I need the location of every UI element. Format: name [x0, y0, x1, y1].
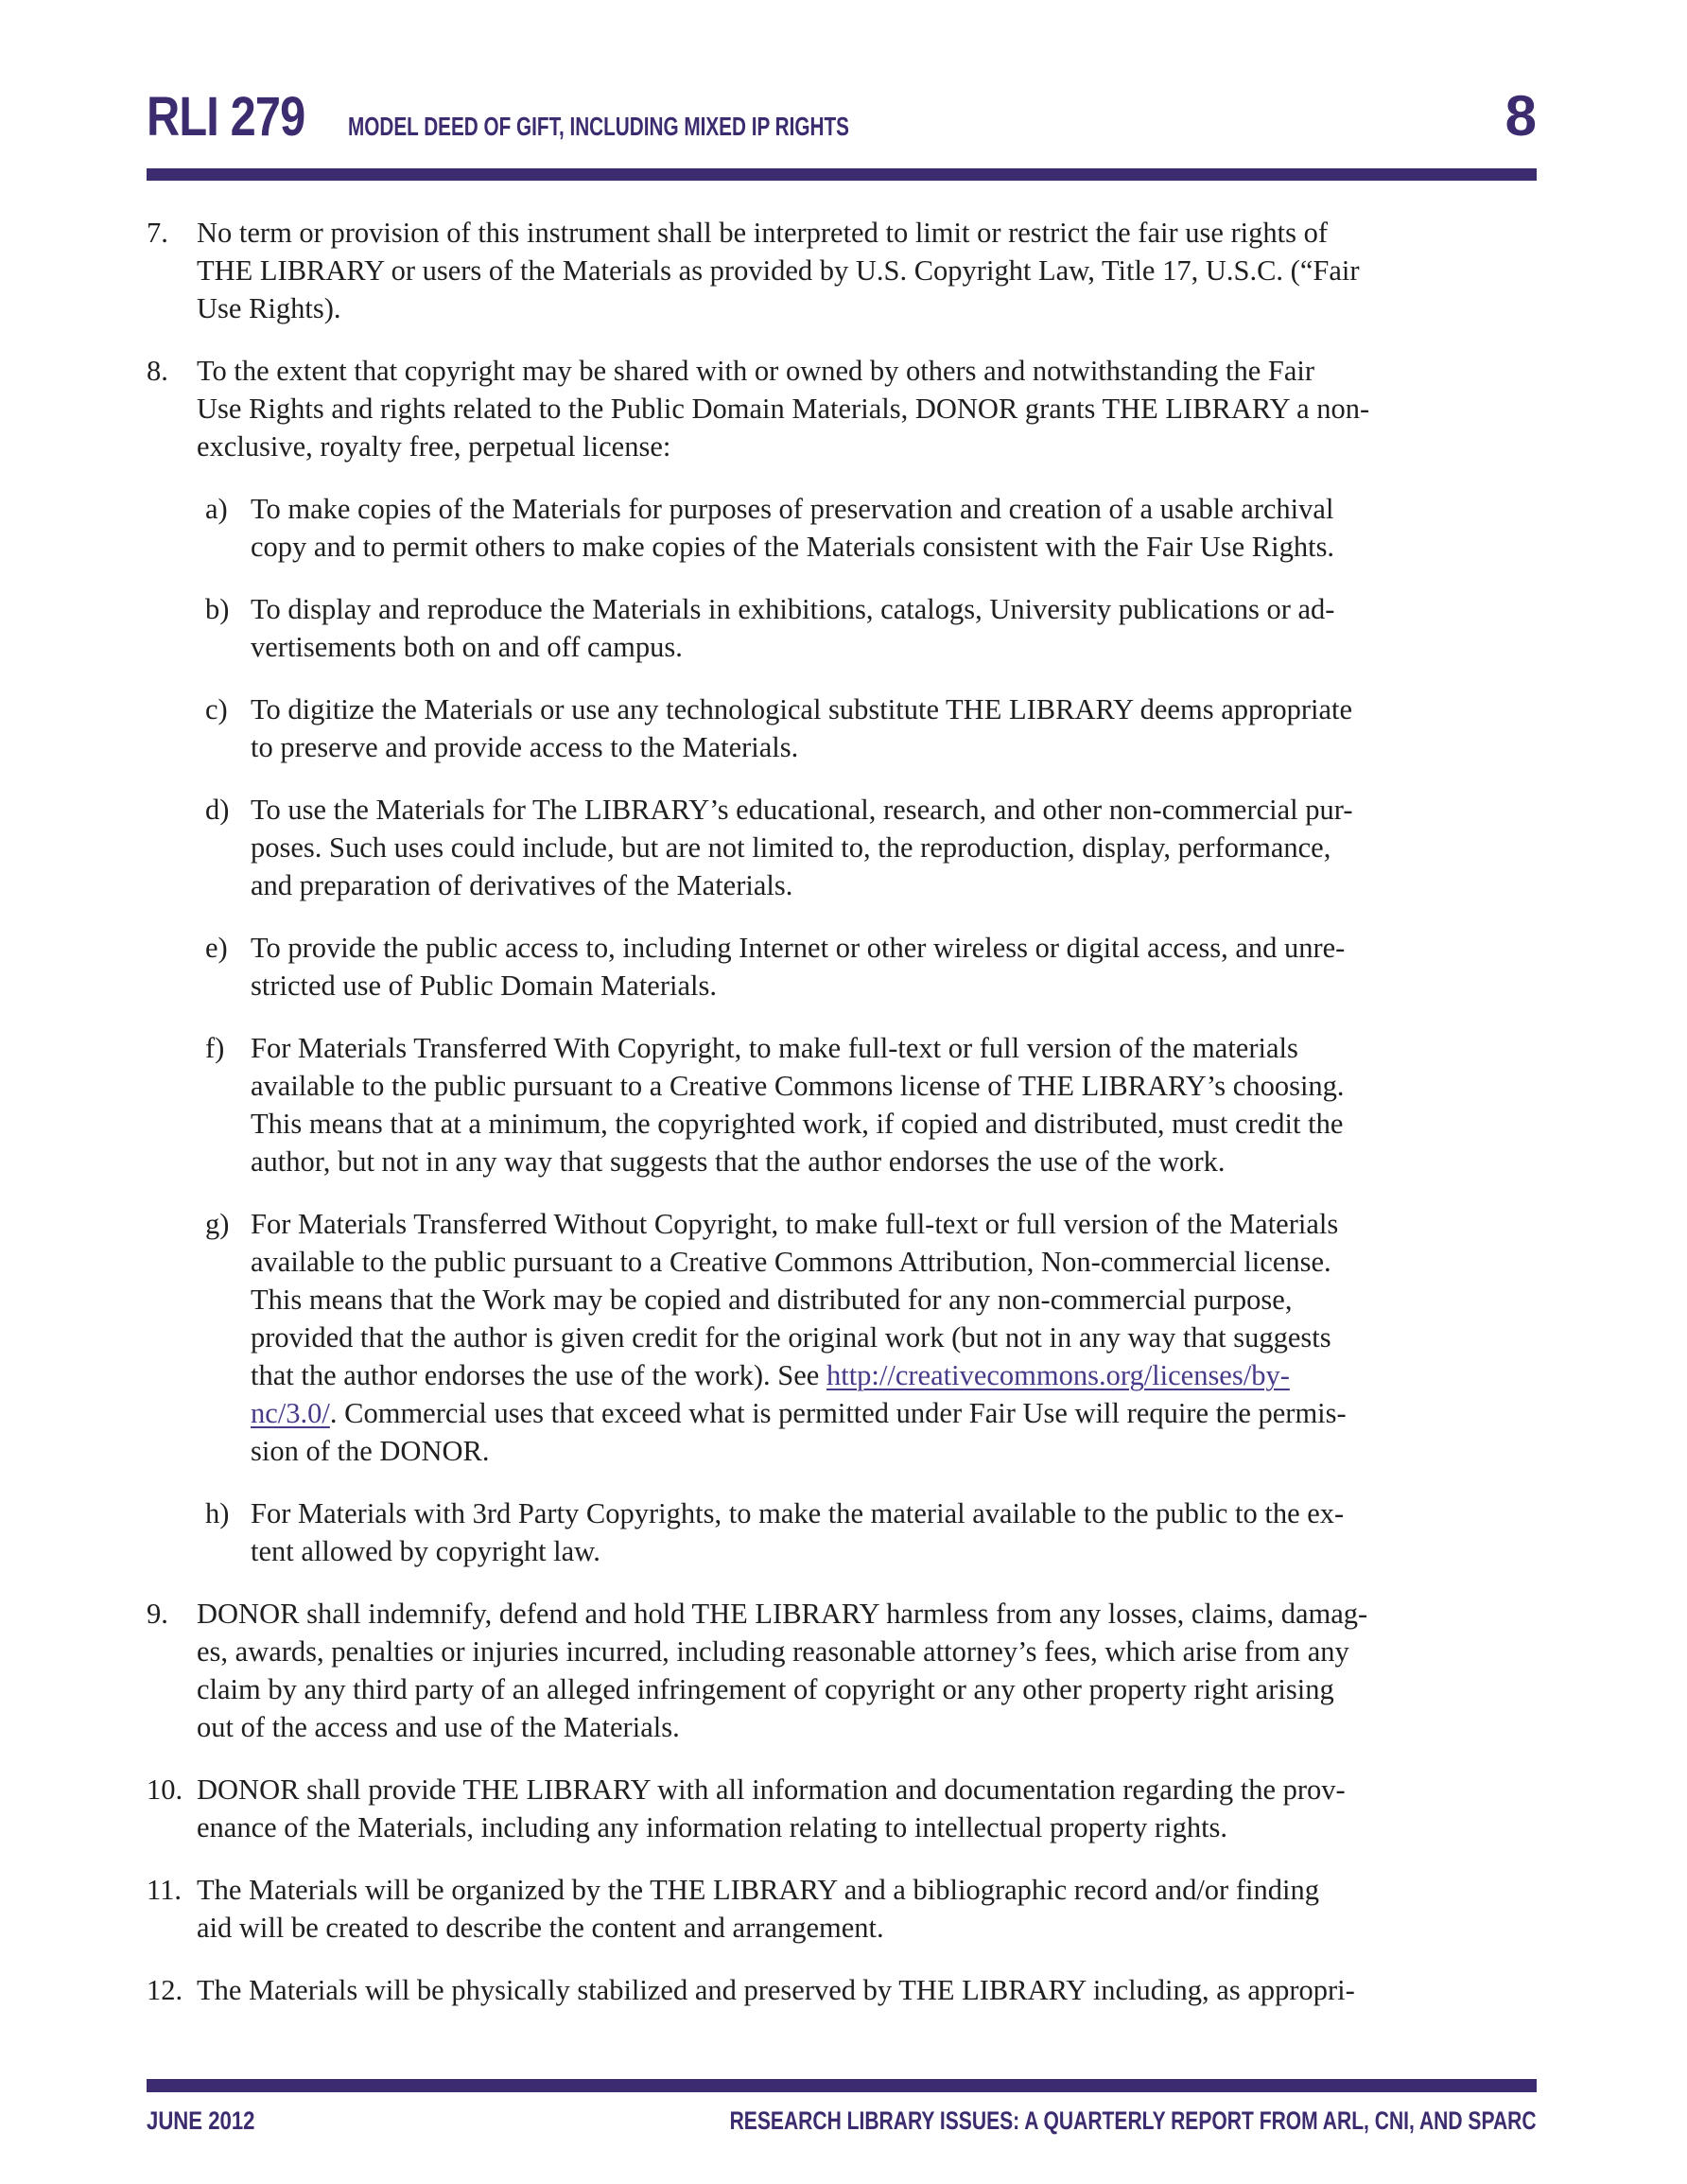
- text-segment: For Materials Transferred Without Copyright, to make full-text or full version of the Materials: [251, 1208, 1339, 1240]
- text-line: [197, 1871, 1537, 1909]
- list-item-text: [197, 214, 1537, 327]
- text-line: [251, 1205, 1537, 1243]
- list-item-text: [197, 1595, 1537, 1746]
- list-item-text: [251, 1494, 1537, 1570]
- text-line: [251, 1356, 1537, 1394]
- text-segment: To provide the public access to, including Internet or other wireless or digital access, and unre-: [251, 932, 1346, 964]
- page-number: 8: [1504, 84, 1537, 148]
- text-line: [197, 252, 1537, 289]
- list-item-marker: 12.: [147, 1974, 183, 2006]
- text-line: [197, 1633, 1537, 1670]
- text-segment: and preparation of derivatives of the Materials.: [251, 869, 793, 901]
- text-line: [251, 1143, 1537, 1180]
- list-item: [205, 929, 1537, 1005]
- text-line: [251, 1243, 1537, 1281]
- list-item-marker: a): [205, 493, 228, 525]
- text-line: [251, 628, 1537, 666]
- text-line: [197, 1808, 1537, 1846]
- text-segment: provided that the author is given credit for the original work (but not in any way that suggests: [251, 1321, 1331, 1354]
- list-item: [147, 1595, 1537, 1746]
- list-item: [147, 1971, 1537, 2009]
- text-segment: es, awards, penalties or injuries incurred, including reasonable attorney’s fees, which arise from any: [197, 1635, 1349, 1668]
- list-item: [205, 1029, 1537, 1180]
- text-segment: Use Rights).: [197, 292, 341, 324]
- list-item: [147, 1871, 1537, 1947]
- text-line: [251, 1432, 1537, 1470]
- creative-commons-link[interactable]: http://creativecommons.org/licenses/by-: [826, 1359, 1290, 1391]
- text-line: [197, 428, 1537, 465]
- text-line: [197, 1909, 1537, 1947]
- list-item-text: [251, 791, 1537, 904]
- text-segment: No term or provision of this instrument shall be interpreted to limit or restrict the fair use rights of: [197, 217, 1329, 249]
- list-item: [205, 490, 1537, 566]
- text-line: [197, 1971, 1537, 2009]
- text-line: [197, 352, 1537, 390]
- text-segment: stricted use of Public Domain Materials.: [251, 970, 717, 1002]
- text-line: [251, 1067, 1537, 1105]
- text-line: [251, 490, 1537, 528]
- text-segment: . Commercial uses that exceed what is permitted under Fair Use will require the permis-: [329, 1397, 1347, 1429]
- list-item: [205, 590, 1537, 666]
- text-segment: To digitize the Materials or use any technological substitute THE LIBRARY deems appropriate: [251, 693, 1353, 725]
- text-segment: copy and to permit others to make copies of the Materials consistent with the Fair Use Rights.: [251, 531, 1335, 563]
- text-segment: THE LIBRARY or users of the Materials as provided by U.S. Copyright Law, Title 17, U.S.C. (“Fair: [197, 254, 1360, 287]
- text-segment: This means that the Work may be copied and distributed for any non-commercial purpose,: [251, 1284, 1293, 1316]
- text-segment: Use Rights and rights related to the Public Domain Materials, DONOR grants THE LIBRARY a non-: [197, 393, 1370, 425]
- list-item-marker: e): [205, 932, 228, 964]
- text-segment: To display and reproduce the Materials in exhibitions, catalogs, University publications or ad-: [251, 593, 1335, 625]
- list-item: [205, 690, 1537, 766]
- brand-logo: RLI 279: [147, 86, 305, 148]
- text-segment: The Materials will be physically stabilized and preserved by THE LIBRARY including, as appropri-: [197, 1974, 1355, 2006]
- footer-journal-title: RESEARCH LIBRARY ISSUES: A QUARTERLY REPORT FROM ARL, CNI, AND SPARC: [729, 2106, 1537, 2135]
- text-line: [251, 1029, 1537, 1067]
- list-item-marker: h): [205, 1497, 230, 1529]
- text-line: [251, 690, 1537, 728]
- text-line: [197, 289, 1537, 327]
- list-item-marker: f): [205, 1032, 225, 1064]
- page-footer: [147, 2106, 1537, 2136]
- list-item-marker: 9.: [147, 1598, 168, 1630]
- list-item-marker: c): [205, 693, 228, 725]
- list-item: [205, 791, 1537, 904]
- text-line: [251, 728, 1537, 766]
- footer-rule: [147, 2079, 1537, 2092]
- text-segment: that the author endorses the use of the work). See: [251, 1359, 826, 1391]
- text-segment: aid will be created to describe the content and arrangement.: [197, 1912, 884, 1944]
- list-item-text: [251, 929, 1537, 1005]
- text-segment: to preserve and provide access to the Materials.: [251, 731, 799, 763]
- text-segment: DONOR shall indemnify, defend and hold THE LIBRARY harmless from any losses, claims, damag-: [197, 1598, 1368, 1630]
- text-segment: The Materials will be organized by the THE LIBRARY and a bibliographic record and/or finding: [197, 1874, 1319, 1906]
- text-line: [251, 967, 1537, 1005]
- text-line: [251, 1281, 1537, 1319]
- text-line: [251, 1319, 1537, 1356]
- text-segment: For Materials Transferred With Copyright, to make full-text or full version of the materials: [251, 1032, 1298, 1064]
- list-item-text: [197, 1771, 1537, 1846]
- text-line: [197, 214, 1537, 252]
- text-segment: DONOR shall provide THE LIBRARY with all information and documentation regarding the prov-: [197, 1773, 1346, 1806]
- text-line: [251, 528, 1537, 566]
- list-item-marker: b): [205, 593, 230, 625]
- list-item-marker: 7.: [147, 217, 168, 249]
- text-segment: To the extent that copyright may be shared with or owned by others and notwithstanding the Fair: [197, 355, 1315, 387]
- creative-commons-link[interactable]: nc/3.0/: [251, 1397, 330, 1429]
- text-line: [197, 1670, 1537, 1708]
- list-item-marker: g): [205, 1208, 230, 1240]
- list-item-marker: 8.: [147, 355, 168, 387]
- text-line: [251, 1494, 1537, 1532]
- text-segment: claim by any third party of an alleged infringement of copyright or any other property right arising: [197, 1673, 1334, 1705]
- document-subtitle: MODEL DEED OF GIFT, INCLUDING MIXED IP RIGHTS: [348, 112, 850, 141]
- text-segment: enance of the Materials, including any information relating to intellectual property rights.: [197, 1811, 1228, 1843]
- list-item-text: [251, 590, 1537, 666]
- list-item-text: [197, 1971, 1537, 2009]
- text-segment: This means that at a minimum, the copyrighted work, if copied and distributed, must credit the: [251, 1108, 1344, 1140]
- list-item-text: [251, 490, 1537, 566]
- text-segment: available to the public pursuant to a Creative Commons Attribution, Non-commercial license.: [251, 1246, 1331, 1278]
- text-segment: exclusive, royalty free, perpetual license:: [197, 430, 671, 463]
- list-item-text: [251, 690, 1537, 766]
- list-item-text: [251, 1029, 1537, 1180]
- list-item: [205, 1205, 1537, 1470]
- list-item: [205, 1494, 1537, 1570]
- text-line: [251, 1394, 1537, 1432]
- header-rule: [147, 168, 1537, 181]
- text-line: [251, 1532, 1537, 1570]
- text-line: [251, 590, 1537, 628]
- footer-date: JUNE 2012: [147, 2106, 255, 2135]
- text-segment: To use the Materials for The LIBRARY’s educational, research, and other non-commercial pur-: [251, 794, 1353, 826]
- text-segment: tent allowed by copyright law.: [251, 1535, 600, 1567]
- text-segment: For Materials with 3rd Party Copyrights, to make the material available to the public to the ex-: [251, 1497, 1345, 1529]
- document-body: [147, 214, 1537, 2034]
- text-segment: available to the public pursuant to a Creative Commons license of THE LIBRARY’s choosing.: [251, 1070, 1345, 1102]
- text-line: [197, 390, 1537, 428]
- page-header: [147, 83, 1537, 149]
- text-segment: vertisements both on and off campus.: [251, 631, 683, 663]
- list-item-text: [197, 1871, 1537, 1947]
- list-item: [147, 214, 1537, 327]
- text-line: [251, 866, 1537, 904]
- list-item-marker: 11.: [147, 1874, 182, 1906]
- list-item-marker: d): [205, 794, 230, 826]
- text-segment: To make copies of the Materials for purposes of preservation and creation of a usable archival: [251, 493, 1334, 525]
- text-segment: out of the access and use of the Materials.: [197, 1711, 680, 1743]
- list-item: [147, 1771, 1537, 1846]
- text-line: [197, 1595, 1537, 1633]
- list-item-marker: 10.: [147, 1773, 183, 1806]
- text-line: [251, 1105, 1537, 1143]
- text-segment: poses. Such uses could include, but are not limited to, the reproduction, display, performance,: [251, 831, 1331, 864]
- text-line: [251, 929, 1537, 967]
- list-item-text: [197, 352, 1537, 465]
- text-line: [251, 829, 1537, 866]
- text-segment: sion of the DONOR.: [251, 1435, 490, 1467]
- text-line: [197, 1708, 1537, 1746]
- text-segment: author, but not in any way that suggests that the author endorses the use of the work.: [251, 1145, 1226, 1178]
- text-line: [197, 1771, 1537, 1808]
- list-item-text: [251, 1205, 1537, 1470]
- text-line: [251, 791, 1537, 829]
- list-item: [147, 352, 1537, 465]
